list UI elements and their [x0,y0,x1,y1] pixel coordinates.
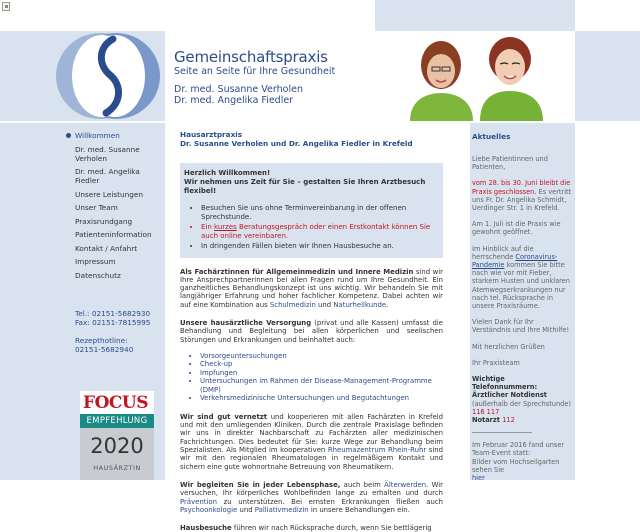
focus-empfehlung: EMPFEHLUNG [80,414,154,428]
top-bar-right [375,0,575,31]
service-link[interactable]: • Impfungen [200,369,443,378]
notarzt-number[interactable]: 112 [502,416,515,425]
news-team: Ihr Praxisteam [472,358,520,367]
nav-item-kontakt[interactable]: Kontakt / Anfahrt [75,243,138,253]
p2-text: (privat und alle Kassen) umfasst die Behandlung und Begleitung bei allen körperlichen und seelischen Störungen und Erkrankungen und beinhaltet auch: [180,318,443,344]
praevention-link[interactable]: Prävention [180,497,217,506]
event-text: Im Februar 2016 fand unser Team-Event statt: [472,441,565,458]
logo[interactable] [0,31,165,121]
practice-title: Gemeinschaftspraxis [174,48,328,66]
fax-number: Fax: 02151-7815995 [75,318,151,327]
prescription-hotline [75,336,133,354]
news-regards: Mit herzlichen Grüßen [472,342,545,351]
prescription-hotline-label: Rezepthotline: [75,336,128,345]
p4-bold: Wir begleiten Sie in jeder Lebensphase, [180,480,341,489]
paragraph-hausbesuche [180,524,443,532]
naturheilkunde-link[interactable]: Naturheilkunde [333,300,387,309]
news-corona-a: Im Hinblick auf die herrschende [472,244,534,261]
welcome-list [184,204,439,251]
doctors-photo [375,31,575,121]
welcome-item-online [201,223,439,240]
focus-badge-top [80,391,154,414]
practice-subtitle: Seite an Seite für Ihre Gesundheit [174,66,336,77]
welcome-item-online-a: Ein [201,223,215,231]
important-phones [472,375,572,424]
focus-year: 2020 [90,434,144,458]
service-link[interactable]: • Verkehrsmedizinische Untersuchungen und Begutachtungen [200,394,443,403]
news-closure-rest: Es vertritt uns Fr. Dr. Angelika Schmidt, Uerdinger Str. 1 in Krefeld. [472,187,572,213]
p5-bold: Hausbesuche [180,524,232,532]
welcome-subtitle: Wir nehmen uns Zeit für Sie – gestalten Sie Ihren Arztbesuch flexibel! [184,178,426,195]
notdienst-sub: (außerhalb der Sprechstunde) [472,399,571,408]
notdienst-number[interactable]: 116 117 [472,407,500,416]
top-bar-far-right [575,0,640,31]
main-content-inner [180,130,443,532]
p4-text3: zu unterstützen. Bei ernsten Erkrankungen fließen auch [216,497,443,506]
rheumazentrum-link[interactable]: Rheumazentrum Rhein-Ruhr [327,446,427,455]
news-content [472,155,572,490]
nav-item-susanne-verholen[interactable]: Dr. med. Susanne Verholen [75,144,140,163]
p2-bold: Unsere hausärztliche Versorgung [180,318,312,327]
sidebar [0,123,165,480]
news-sidebar [470,123,575,483]
notdienst-label: Ärztlicher Notdienst [472,391,547,400]
prescription-hotline-number[interactable]: 02151-5682940 [75,345,134,354]
nav-item-datenschutz[interactable]: Datenschutz [75,270,121,280]
welcome-item-open-hours: • Besuchen Sie uns ohne Terminvereinbarung in der offenen Sprechstunde. [201,204,439,221]
nav-item-patienteninformation[interactable]: Patienteninformation [75,230,152,239]
service-link[interactable]: • Untersuchungen im Rahmen der Disease-Management-Programme (DMP) [200,377,443,394]
paragraph-vernetzt [180,413,443,471]
welcome-item-house-calls: • In dringenden Fällen bieten wir Ihnen Hausbesuche an. [201,242,439,251]
news-divider [472,432,532,433]
p1-text: sind wir Ihre Ansprechpartnerinnen bei allen Fragen rund um Ihre Gesundheit. Ein ganzheitliches Behandlungskonzept ist uns wichtig. Wir behandeln Sie mit langjähriger Erfahrung und hoher fachlicher Kompetenz. Dabei achten wir auf eine Kombination aus [180,267,443,309]
p1-end: . [386,300,389,309]
nav-item-praxisrundgang[interactable]: Praxisrundgang [75,216,133,226]
news-thanks: Vielen Dank für Ihr Verständnis und Ihre Mithilfe! [472,318,570,335]
p1-bold: Als Fachärztinnen für Allgemeinmedizin und Innere Medizin [180,267,414,276]
top-bar-left [0,0,165,31]
news-greeting: Liebe Patientinnen und Patienten, [472,155,548,172]
event-text-b: Bilder vom Hochseilgarten sehen Sie [472,457,560,474]
news-event [472,441,572,482]
main-content [165,123,470,532]
broken-image-icon [2,2,10,11]
news-corona-b: kommen Sie bitte nach wie vor mit Fieber, starkem Husten und unklaren Atemwegserkrankungen nur nach tel. Rücksprache in unsere Praxisräume. [472,261,570,311]
news-closure-red: vom 28. bis 30. Juni bleibt die Praxis geschlossen. [472,179,571,196]
p4-end: in unsere Behandlungen ein. [308,505,410,514]
welcome-box [180,163,443,258]
news-corona [472,245,572,311]
kurzes-link[interactable]: kurzes [214,223,237,231]
page-title: Hausarztpraxis [180,130,243,139]
focus-logo: FOCUS [83,393,149,413]
event-link[interactable]: hier [472,474,485,483]
doctor-name-1: Dr. med. Susanne Verholen [174,84,303,95]
paragraph-fachaerztinnen [180,268,443,309]
service-link[interactable]: • Check-up [200,360,443,369]
focus-category: HAUSÄRZTIN [93,464,141,472]
welcome-item-online-b: Beratungsgespräch oder einen Erstkontakt können Sie auch online vereinbaren. [201,223,431,240]
nav-item-impressum[interactable]: Impressum [75,257,116,266]
top-bar [0,0,640,31]
service-link[interactable]: • Vorsorgeuntersuchungen [200,352,443,361]
p3-text: und kooperieren mit allen Fachärzten in Krefeld und mit den umliegenden Kliniken. Durch die zentrale Praxislage befinden wir uns in direkter Nachbarschaft zu Fachärzten aller medizinischen Fachrichtungen. Dies bedeutet für Sie: kurze Wege zur Behandlung beim Spezialisten. Als Mitglied im kooperativen [180,412,444,455]
psychoonkologie-link[interactable]: Psychoonkologie [180,505,238,514]
nav-item-angelika-fiedler[interactable]: Dr. med. Angelika Fiedler [75,167,140,185]
services-list [180,352,443,403]
nav-item-willkommen[interactable]: Willkommen [66,131,161,140]
far-right-margin [575,123,640,480]
p3-end: sind wir mit den regionalen Rheumatologen in regelmäßigem Kontakt und sichern eine gute wohnortnahe Betreuung von Rheumatikern. [180,446,444,471]
welcome-title: Herzlich Willkommen! [184,169,271,177]
paragraph-versorgung [180,319,443,344]
coronavirus-link[interactable]: Coronavirus-Pandemie [472,252,558,270]
top-bar-middle [165,0,375,31]
schulmedizin-link[interactable]: Schulmedizin [269,300,316,309]
p4-text: auch beim [340,480,385,489]
nav-item-team[interactable]: Unser Team [75,203,118,212]
news-reopen: Am 1. Juli ist die Praxis wie gewohnt geöffnet. [472,220,561,237]
header [0,31,640,121]
news-closure [472,179,572,212]
phones-title: Wichtige Telefonnummern: [472,375,538,392]
p4-text2: . Wir versuchen, Ihr körperliches Wohlbefinden lange zu erhalten und durch [180,480,443,498]
focus-award-badge[interactable] [80,391,154,480]
doctor-name-2: Dr. med. Angelika Fiedler [174,95,294,106]
notarzt-label: Notarzt [472,416,503,425]
doctors-photo-image [375,31,575,121]
main-navigation [66,131,161,284]
page-subtitle: Dr. Susanne Verholen und Dr. Angelika Fiedler in Krefeld [180,139,413,148]
palliativmedizin-link[interactable]: Palliativmedizin [254,505,309,514]
nav-item-leistungen[interactable]: Unsere Leistungen [75,189,144,199]
news-title: Aktuelles [472,132,511,141]
contact-info [75,309,150,327]
p4-and: und [237,505,255,514]
p3-bold: Wir sind gut vernetzt [180,412,268,421]
practice-title-box [165,31,375,121]
header-right-panel [575,31,640,121]
aelterwerden-link[interactable]: Älterwerden [384,480,427,489]
phone-number[interactable]: Tel.: 02151-5682930 [75,309,151,318]
p5-text: führen wir nach Rücksprache durch, wenn Sie bettlägerig [231,524,432,532]
practice-logo-icon [0,31,165,121]
paragraph-lebensphase [180,481,443,514]
p1-and: und [315,300,334,309]
